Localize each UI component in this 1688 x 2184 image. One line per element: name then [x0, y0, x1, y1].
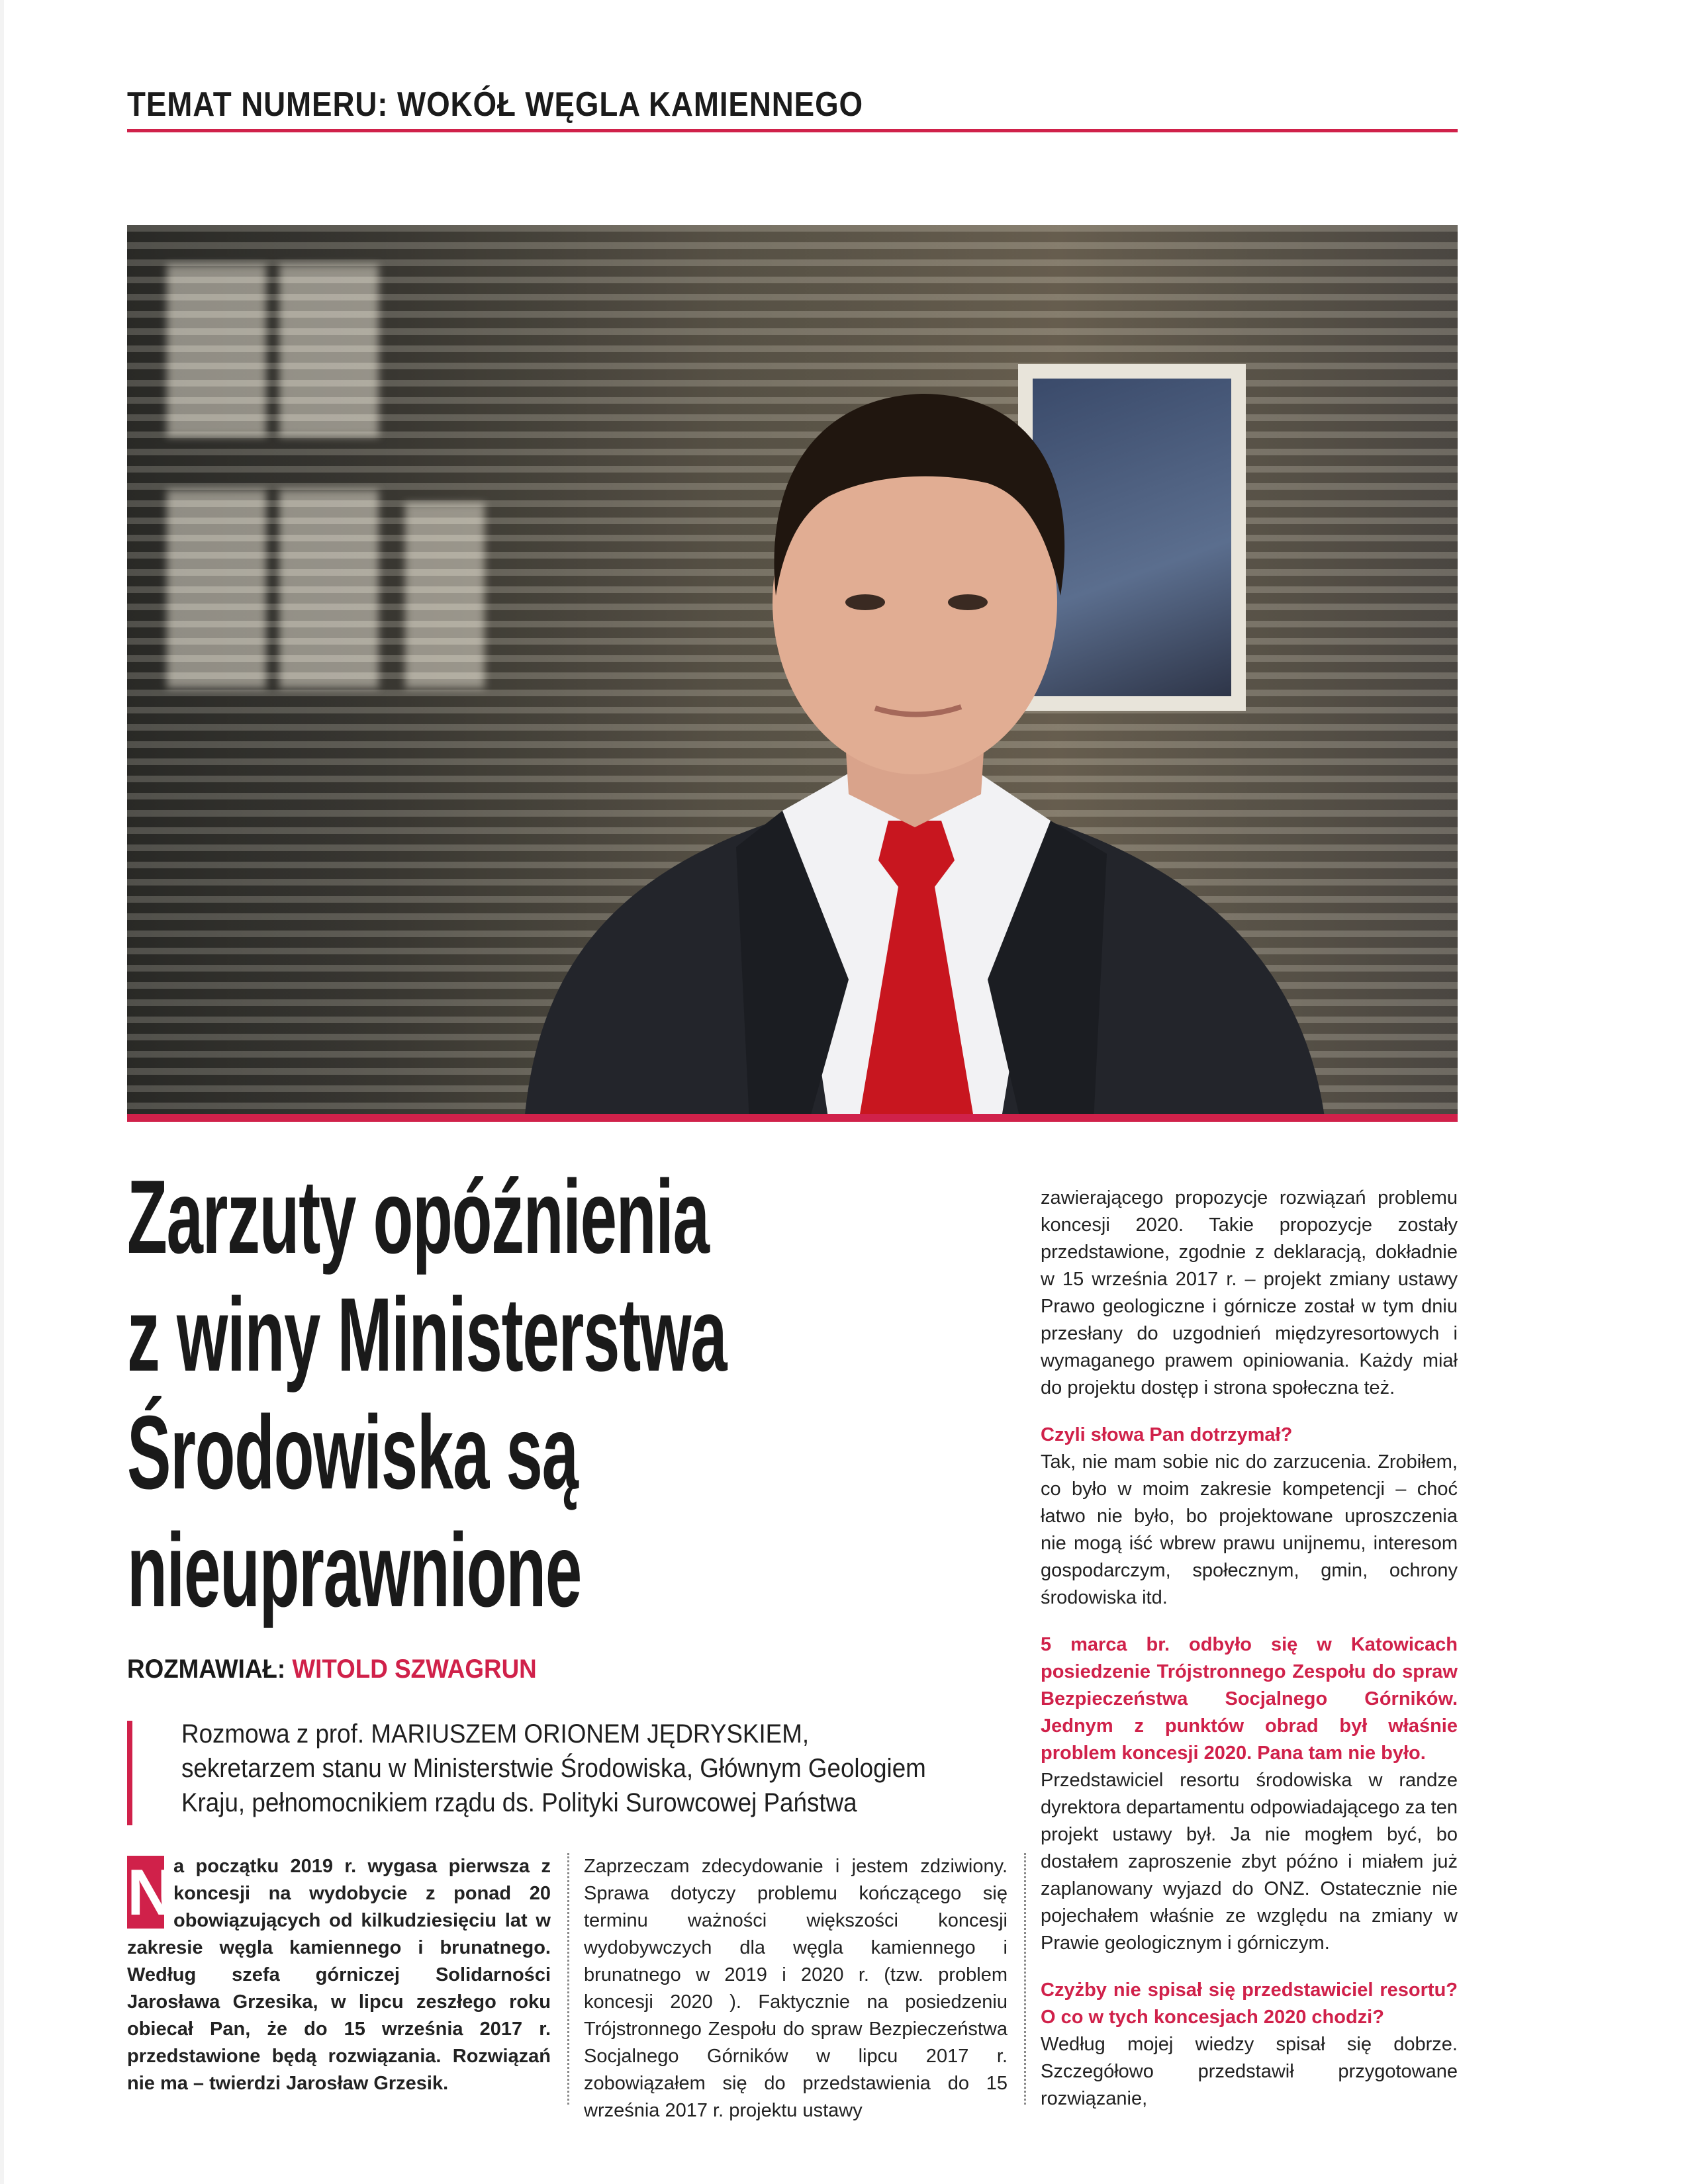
answer-paragraph: zawierającego propozycje rozwiązań problemu koncesji 2020. Takie propozycje zostały przedstawione, zgodnie z deklaracją, dokładnie w 15 września 2017 r. – projekt zmiany ustawy Prawo geologiczne i górnicze został w tym dniu przesłany do uzgodnień międzyresortowych i wymaganego prawem opiniowania. Każdy miał do projektu dostęp i strona społeczna też.	[1041, 1187, 1458, 1398]
section-title: TEMAT NUMERU: WOKÓŁ WĘGLA KAMIENNEGO	[127, 85, 864, 124]
dropcap: N	[127, 1856, 174, 1929]
question: Czyżby nie spisał się przedstawiciel resortu? O co w tych koncesjach 2020 chodzi?	[1041, 1979, 1458, 2028]
answer-paragraph: Przedstawiciel resortu środowiska w randze dyrektora departamentu odpowiadającego za ten projekt ustawy był. Ja nie mogłem być, bo dostałem zaproszenie zbyt późno i miałem już zaplanowany wyjazd do ONZ. Ostatecznie nie pojechałem właśnie ze względu na zmiany w Prawie geologicznym i górniczym.	[1041, 1770, 1458, 1954]
headline-line: z winy Ministerstwa	[127, 1277, 727, 1393]
question: Czyli słowa Pan dotrzymał?	[1041, 1424, 1293, 1445]
intro-question: a początku 2019 r. wygasa pierwsza z koncesji na wydobycie z ponad 20 obowiązujących od kilkudziesięciu lat w zakresie węgla kamiennego i brunatnego. Według szefa górniczej Solidarności Jarosława Grzesika, w lipcu zeszłego roku obiecał Pan, że do 15 września 2017 r. przedstawione będą rozwiązania. Rozwiązań nie ma – twierdzi Jarosław Grzesik.	[127, 1856, 551, 2094]
section-header	[127, 85, 1458, 132]
answer-paragraph: Według mojej wiedzy spisał się dobrze. Szczegółowo przedstawił przygotowane rozwiązanie,	[1041, 2034, 1458, 2109]
byline	[127, 1655, 537, 1684]
question: 5 marca br. odbyło się w Katowicach posiedzenie Trójstronnego Zespołu do spraw Bezpieczeństwa Socjalnego Górników. Jednym z punktów obrad był właśnie problem koncesji 2020. Pana tam nie było.	[1041, 1634, 1458, 1764]
column-left	[127, 1853, 551, 2097]
headline-line: nieuprawnione	[127, 1512, 581, 1629]
person-figure	[498, 318, 1345, 1122]
column-middle	[584, 1853, 1008, 2124]
column-divider	[1024, 1853, 1026, 2105]
lead-accent-bar	[127, 1721, 132, 1825]
headline-line: Środowiska są	[127, 1394, 578, 1511]
photo-rule	[127, 1114, 1458, 1122]
answer-paragraph: Tak, nie mam sobie nic do zarzucenia. Zrobiłem, co było w moim zakresie kompetencji – choć łatwo nie było, bo projektowane uproszczenia nie mogą iść wbrew prawu unijnemu, interesom gospodarczym, społecznym, gmin, ochrony środowiska itd.	[1041, 1451, 1458, 1608]
lead-paragraph	[127, 1717, 994, 1829]
scan-edge	[0, 0, 4, 2184]
column-divider	[567, 1853, 569, 2105]
portrait-photo	[127, 225, 1458, 1122]
article-headline	[127, 1159, 974, 1636]
headline-line: Zarzuty opóźnienia	[127, 1159, 709, 1275]
answer-paragraph: Zaprzeczam zdecydowanie i jestem zdziwiony. Sprawa dotyczy problemu kończącego się terminu ważności większości koncesji wydobywczych dla węgla kamiennego i brunatnego w 2019 i 2020 r. (tzw. problem koncesji 2020 ). Faktycznie na posiedzeniu Trójstronnego Zespołu do spraw Bezpieczeństwa Socjalnego Górników w lipcu 2017 r. zobowiązałem się do przedstawienia do 15 września 2017 r. projektu ustawy	[584, 1856, 1008, 2121]
lead-text: Rozmowa z prof. MARIUSZEM ORIONEM JĘDRYSKIEM, sekretarzem stanu w Ministerstwie Środowiska, Głównym Geologiem Kraju, pełnomocnikiem rządu ds. Polityki Surowcowej Państwa	[181, 1719, 926, 1817]
column-right	[1041, 1185, 1458, 2113]
byline-author: WITOLD SZWAGRUN	[292, 1655, 537, 1684]
section-rule	[127, 129, 1458, 132]
byline-label: ROZMAWIAŁ:	[127, 1655, 286, 1684]
